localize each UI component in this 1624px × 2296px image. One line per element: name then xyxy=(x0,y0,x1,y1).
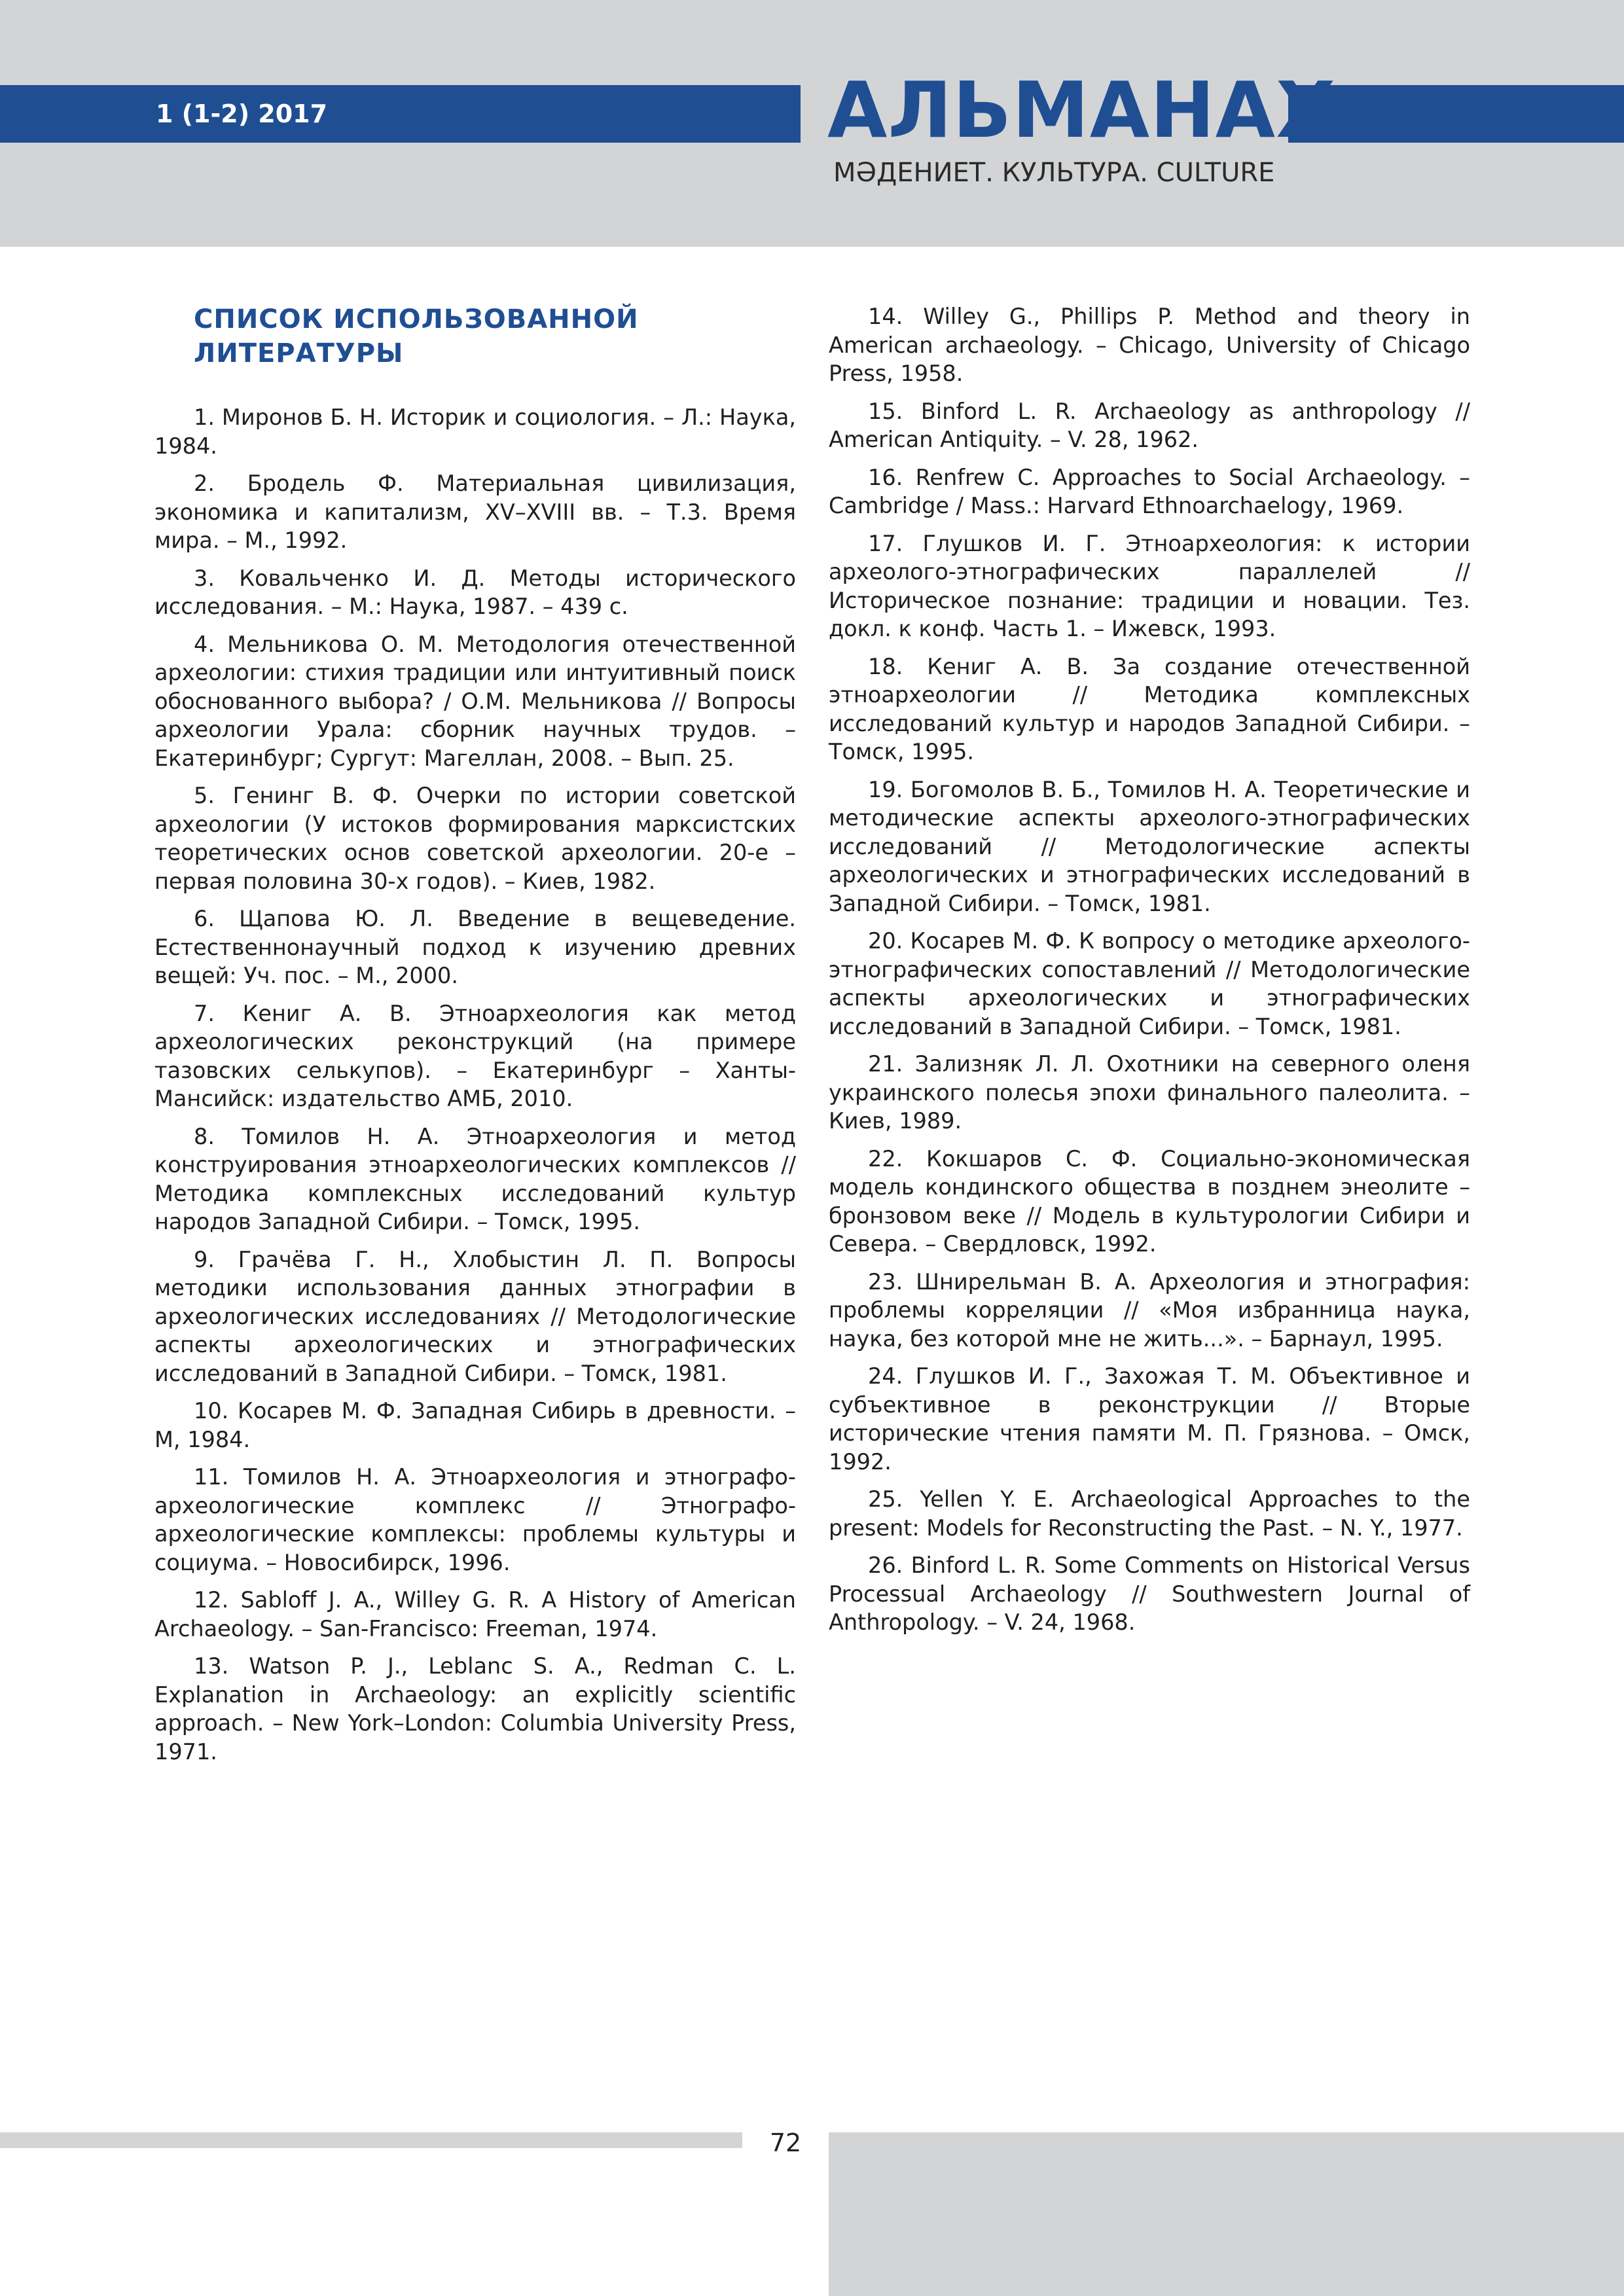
reference-item: 23. Шнирельман В. А. Археология и этнография: проблемы корреляции // «Моя избранница наука, наука, без которой мне не жить...». – Барнаул, 1995. xyxy=(829,1268,1470,1352)
footer-bar xyxy=(0,2132,742,2148)
reference-item: 20. Косарев М. Ф. К вопросу о методике археолого-этнографических сопоставлений // Методологические аспекты археологических и этнографических исследований в Западной Сибири. – Томск, 1981. xyxy=(829,928,1470,1039)
issue-number: 1 (1-2) 2017 xyxy=(156,99,328,128)
reference-item: 14. Willey G., Phillips P. Method and theory in American archaeology. – Chicago, University of Chicago Press, 1958. xyxy=(829,304,1470,386)
reference-item: 7. Кениг А. В. Этноархеология как метод археологических реконструкций (на примере тазовских селькупов). – Екатеринбург – Ханты-Мансийск: издательство АМБ, 2010. xyxy=(154,1000,796,1111)
header-band-left xyxy=(0,85,801,143)
reference-item: 22. Кокшаров С. Ф. Социально-экономическая модель кондинского общества в позднем энеолите – бронзовом веке // Модель в культурологии Сибири и Севера. – Свердловск, 1992. xyxy=(829,1145,1470,1257)
reference-item: 4. Мельникова О. М. Методология отечественной археологии: стихия традиции или интуитивный поиск обоснованного выбора? / О.М. Мельникова // Вопросы археологии Урала: сборник научных трудов. – Екатеринбург; Сургут: Магеллан, 2008. – Вып. 25. xyxy=(154,631,796,771)
header-band-right xyxy=(1288,85,1624,143)
reference-item: 9. Грачёва Г. Н., Хлобыстин Л. П. Вопросы методики использования данных этнографии в археологических исследованиях // Методологические аспекты археологических и этнографических исследований в Западной Сибири. – Томск, 1981. xyxy=(154,1246,796,1386)
reference-item: 25. Yellen Y. E. Archaeological Approaches to the present: Models for Reconstructing the Past. – N. Y., 1977. xyxy=(829,1486,1470,1541)
reference-item: 3. Ковальченко И. Д. Методы исторического исследования. – М.: Наука, 1987. – 439 с. xyxy=(154,565,796,619)
reference-item: 12. Sabloff J. A., Willey G. R. A History of American Archaeology. – San-Francisco: Freeman, 1974. xyxy=(154,1587,796,1641)
reference-item: 24. Глушков И. Г., Захожая Т. М. Объективное и субъективное в реконструкции // Вторые исторические чтения памяти М. П. Грязнова. – Омск, 1992. xyxy=(829,1363,1470,1475)
reference-item: 19. Богомолов В. Б., Томилов Н. А. Теоретические и методические аспекты археолого-этнографических исследований // Методологические аспекты археологических и этнографических исследований в Западной Сибири. – Томск, 1981. xyxy=(829,776,1470,916)
reference-item: 21. Зализняк Л. Л. Охотники на северного оленя украинского полесья эпохи финального палеолита. – Киев, 1989. xyxy=(829,1051,1470,1134)
reference-item: 8. Томилов Н. А. Этноархеология и метод конструирования этноархеологических комплексов // Методика комплексных исследований культур народов Западной Сибири. – Томск, 1995. xyxy=(154,1123,796,1234)
journal-subtitle: МӘДЕНИЕТ. КУЛЬТУРА. CULTURE xyxy=(833,158,1275,188)
references-column-right xyxy=(829,302,1470,1646)
reference-item: 1. Миронов Б. Н. Историк и социология. – Л.: Наука, 1984. xyxy=(154,404,796,459)
references-heading: СПИСОК ИСПОЛЬЗОВАННОЙ ЛИТЕРАТУРЫ xyxy=(194,304,639,368)
reference-item: 18. Кениг А. В. За создание отечественной этноархеологии // Методика комплексных исследований культур и народов Западной Сибири. – Томск, 1995. xyxy=(829,653,1470,764)
reference-item: 15. Binford L. R. Archaeology as anthropology // American Antiquity. – V. 28, 1962. xyxy=(829,398,1470,452)
reference-item: 10. Косарев М. Ф. Западная Сибирь в древности. – М, 1984. xyxy=(154,1398,796,1452)
references-column-left xyxy=(154,302,796,1775)
page-number: 72 xyxy=(769,2128,802,2157)
reference-item: 11. Томилов Н. А. Этноархеология и этнографо-археологические комплекс // Этнографо-археологические комплексы: проблемы культуры и социума. – Новосибирск, 1996. xyxy=(154,1464,796,1575)
reference-item: 26. Binford L. R. Some Comments on Historical Versus Processual Archaeology // Southwestern Journal of Anthropology. – V. 24, 1968. xyxy=(829,1552,1470,1635)
journal-title: АЛЬМАНАХ xyxy=(827,65,1337,155)
reference-item: 13. Watson P. J., Leblanc S. A., Redman C. L. Explanation in Archaeology: an explicitly scientific approach. – New York–London: Columbia University Press, 1971. xyxy=(154,1653,796,1765)
reference-item: 5. Генинг В. Ф. Очерки по истории советской археологии (У истоков формирования марксистских теоретических основ советской археологии. 20-е – первая половина 30-х годов). – Киев, 1982. xyxy=(154,783,796,894)
reference-item: 2. Бродель Ф. Материальная цивилизация, экономика и капитализм, XV–XVIII вв. – Т.3. Время мира. – М., 1992. xyxy=(154,471,796,553)
footer-block xyxy=(829,2132,1624,2296)
reference-item: 17. Глушков И. Г. Этноархеология: к истории археолого-этнографических параллелей // Историческое познание: традиции и новации. Тез. докл. к конф. Часть 1. – Ижевск, 1993. xyxy=(829,530,1470,641)
reference-item: 16. Renfrew C. Approaches to Social Archaeology. – Cambridge / Mass.: Harvard Ethnoarchaelogy, 1969. xyxy=(829,464,1470,518)
reference-item: 6. Щапова Ю. Л. Введение в вещеведение. Естественнонаучный подход к изучению древних вещей: Уч. пос. – М., 2000. xyxy=(154,906,796,988)
